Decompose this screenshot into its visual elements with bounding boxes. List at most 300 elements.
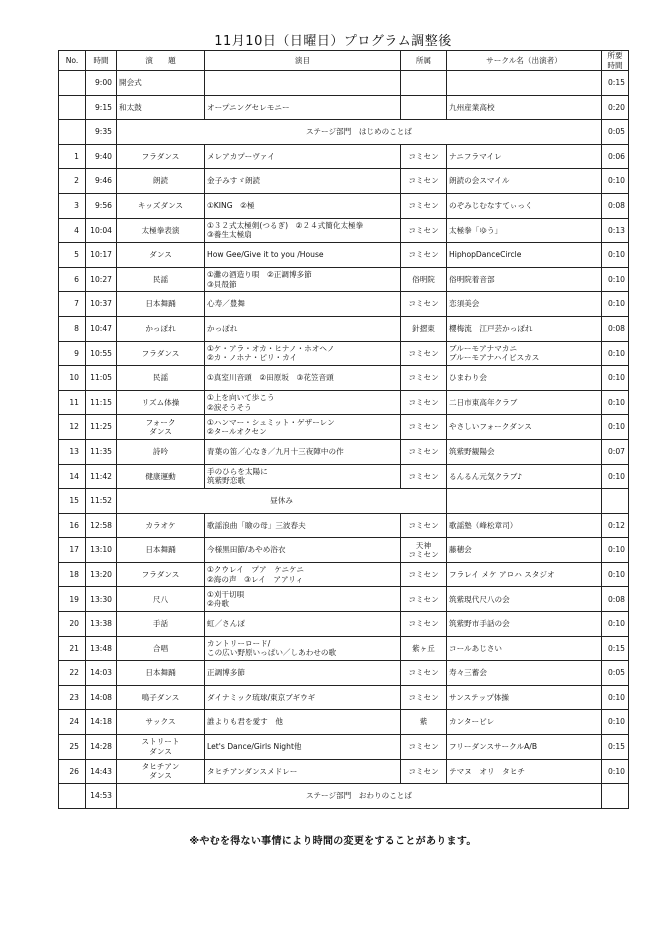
row-number-line1: 5 bbox=[74, 250, 79, 260]
row-number-line1: 10 bbox=[69, 373, 79, 383]
row-section-label bbox=[117, 489, 447, 514]
row-affiliation bbox=[401, 661, 447, 686]
row-number-line1: 20 bbox=[69, 619, 79, 629]
row-duration-line1: 0:12 bbox=[607, 520, 625, 530]
row-event-line1: フラダンス bbox=[141, 569, 180, 579]
row-circle-line1: カンタービレ bbox=[449, 717, 495, 727]
row-event bbox=[117, 538, 205, 563]
row-circle bbox=[447, 144, 602, 169]
row-event-line1: フラダンス bbox=[141, 348, 180, 358]
row-circle bbox=[602, 489, 629, 514]
table-row bbox=[59, 243, 629, 268]
row-circle-line1: 九州産業高校 bbox=[449, 102, 495, 112]
row-duration-line1: 0:10 bbox=[607, 569, 625, 579]
row-affiliation bbox=[401, 169, 447, 194]
row-duration-line1: 0:08 bbox=[607, 594, 625, 604]
row-circle bbox=[447, 316, 602, 341]
row-time-line1: 11:35 bbox=[90, 446, 112, 456]
row-affiliation bbox=[401, 243, 447, 268]
row-number bbox=[59, 292, 86, 317]
row-program-line1: ①灘の酒造り唄 ②正調博多節 bbox=[207, 270, 312, 280]
row-event-line1: 開会式 bbox=[119, 78, 142, 88]
row-time bbox=[86, 316, 117, 341]
row-duration-line1: 0:10 bbox=[607, 766, 625, 776]
header-no: No. bbox=[59, 51, 86, 71]
row-circle-line1: 藤穂会 bbox=[449, 545, 472, 555]
row-number-line1: 22 bbox=[69, 668, 79, 678]
row-time bbox=[86, 784, 117, 809]
row-duration bbox=[602, 366, 629, 391]
row-duration bbox=[602, 587, 629, 612]
row-time bbox=[86, 292, 117, 317]
row-time-line1: 13:10 bbox=[90, 545, 112, 555]
row-event-line1: 民謡 bbox=[152, 373, 169, 383]
row-affiliation bbox=[401, 71, 447, 96]
row-program-line2: ③貝殻節 bbox=[207, 279, 237, 289]
row-event-line1: 詩吟 bbox=[152, 446, 169, 456]
header-duration-line2: 時間 bbox=[607, 60, 623, 70]
row-program-line2: ②舟歌 bbox=[207, 599, 229, 609]
row-event-line1: リズム体操 bbox=[141, 397, 180, 407]
row-event-line2: ダンス bbox=[149, 746, 172, 756]
row-time-line1: 11:15 bbox=[90, 397, 112, 407]
row-circle bbox=[447, 95, 602, 120]
row-time-line1: 9:35 bbox=[94, 127, 112, 137]
row-event bbox=[117, 95, 205, 120]
header-event: 演 題 bbox=[117, 51, 205, 71]
row-affiliation-line1: コミセン bbox=[408, 225, 439, 235]
row-duration-line1: 0:10 bbox=[607, 348, 625, 358]
row-circle bbox=[447, 390, 602, 415]
row-number bbox=[59, 587, 86, 612]
row-affiliation bbox=[401, 685, 447, 710]
row-time-line1: 14:53 bbox=[90, 791, 112, 801]
row-event-line2: ダンス bbox=[149, 427, 172, 437]
row-event bbox=[117, 267, 205, 292]
row-time bbox=[86, 71, 117, 96]
table-row bbox=[59, 120, 629, 145]
row-duration-line1: 0:10 bbox=[607, 619, 625, 629]
row-number bbox=[59, 218, 86, 243]
row-program bbox=[205, 710, 401, 735]
row-duration bbox=[602, 464, 629, 489]
row-event bbox=[117, 439, 205, 464]
row-affiliation-line1: コミセン bbox=[408, 201, 439, 211]
row-event bbox=[117, 169, 205, 194]
row-number-line1: 26 bbox=[69, 766, 79, 776]
row-section-label-line1: 昼休み bbox=[270, 496, 293, 506]
row-duration bbox=[602, 292, 629, 317]
row-event bbox=[117, 636, 205, 661]
row-circle-line1: 筑紫現代尺八の会 bbox=[449, 594, 510, 604]
row-number bbox=[59, 71, 86, 96]
row-affiliation-line1: コミセン bbox=[408, 692, 439, 702]
row-duration-line1: 0:10 bbox=[607, 422, 625, 432]
row-program bbox=[205, 415, 401, 440]
row-circle bbox=[447, 341, 602, 366]
row-time bbox=[86, 390, 117, 415]
row-program-line1: オープニングセレモニー bbox=[207, 102, 290, 112]
table-row bbox=[59, 193, 629, 218]
header-time: 時間 bbox=[86, 51, 117, 71]
row-number-line1: 24 bbox=[69, 717, 79, 727]
row-event bbox=[117, 685, 205, 710]
row-event bbox=[117, 587, 205, 612]
row-circle-line1: HiphopDanceCircle bbox=[449, 250, 522, 260]
row-program bbox=[205, 267, 401, 292]
table-row bbox=[59, 735, 629, 760]
row-program bbox=[205, 735, 401, 760]
row-circle-line1: 俗明院着音部 bbox=[449, 274, 495, 284]
row-affiliation bbox=[401, 316, 447, 341]
row-event-line1: かっぽれ bbox=[145, 323, 176, 333]
row-affiliation-line1: コミセン bbox=[408, 594, 439, 604]
row-affiliation bbox=[401, 538, 447, 563]
row-program bbox=[205, 243, 401, 268]
row-event bbox=[117, 513, 205, 538]
row-duration-line1: 0:10 bbox=[607, 176, 625, 186]
row-affiliation-line1: コミセン bbox=[408, 299, 439, 309]
row-event-line1: フラダンス bbox=[141, 151, 180, 161]
row-program-line1: ①ハンマー・シュミット・ゲザーレン bbox=[207, 417, 335, 427]
row-duration bbox=[602, 390, 629, 415]
row-number-line1: 14 bbox=[69, 471, 79, 481]
row-program-line1: 歌謡浪曲「瞼の母」三波春夫 bbox=[207, 520, 306, 530]
row-number bbox=[59, 612, 86, 637]
row-program-line2: ②涙そうそう bbox=[207, 402, 252, 412]
row-affiliation-line1: コミセン bbox=[408, 446, 439, 456]
row-event bbox=[117, 316, 205, 341]
row-program bbox=[205, 685, 401, 710]
row-time bbox=[86, 562, 117, 587]
row-time bbox=[86, 513, 117, 538]
row-event-line1: 日本舞踊 bbox=[145, 545, 176, 555]
row-circle bbox=[447, 685, 602, 710]
row-affiliation-line1: コミセン bbox=[408, 619, 439, 629]
row-duration-line1: 0:20 bbox=[607, 102, 625, 112]
row-circle-line1: 寿々三蓄会 bbox=[449, 668, 487, 678]
row-event-line1: 合唱 bbox=[152, 643, 169, 653]
row-number bbox=[59, 120, 86, 145]
row-duration bbox=[602, 562, 629, 587]
table-row bbox=[59, 489, 629, 514]
row-event-line1: 太極拳表演 bbox=[141, 225, 180, 235]
row-duration bbox=[602, 71, 629, 96]
row-time bbox=[86, 612, 117, 637]
row-time bbox=[86, 538, 117, 563]
row-event bbox=[117, 390, 205, 415]
row-time-line1: 10:55 bbox=[90, 348, 112, 358]
row-duration bbox=[602, 95, 629, 120]
row-event bbox=[117, 612, 205, 637]
row-number bbox=[59, 661, 86, 686]
row-time-line1: 9:00 bbox=[94, 78, 112, 88]
row-time bbox=[86, 341, 117, 366]
row-time-line1: 10:04 bbox=[90, 225, 112, 235]
row-circle-line1: フリーダンスサークルA/B bbox=[449, 742, 538, 752]
row-time-line1: 11:25 bbox=[90, 422, 112, 432]
row-circle-line1: 筑紫野市手話の会 bbox=[449, 619, 510, 629]
row-number bbox=[59, 784, 86, 809]
row-number-line1: 21 bbox=[69, 643, 79, 653]
row-duration-line1: 0:10 bbox=[607, 373, 625, 383]
row-program-line1: 誰よりも君を愛す 他 bbox=[207, 717, 283, 727]
row-circle-line2: ブルーモアナハイビスカス bbox=[449, 353, 540, 363]
row-time-line1: 13:20 bbox=[90, 569, 112, 579]
row-number bbox=[59, 464, 86, 489]
row-circle bbox=[447, 661, 602, 686]
table-row bbox=[59, 390, 629, 415]
row-number bbox=[59, 562, 86, 587]
row-section-label bbox=[117, 120, 602, 145]
row-duration-line1: 0:05 bbox=[607, 127, 625, 137]
row-duration bbox=[602, 735, 629, 760]
row-affiliation-line1: 俗明院 bbox=[412, 274, 435, 284]
row-time-line1: 11:05 bbox=[90, 373, 112, 383]
row-duration bbox=[602, 243, 629, 268]
header-program: 演目 bbox=[205, 51, 401, 71]
page-title: 11月10日（日曜日）プログラム調整後 bbox=[214, 34, 452, 49]
row-program-line1: ①ケ・アラ・オカ・ヒナノ・ホオヘノ bbox=[207, 343, 335, 353]
row-program-line1: ①KING ②極 bbox=[207, 201, 255, 211]
row-duration bbox=[602, 267, 629, 292]
row-number bbox=[59, 636, 86, 661]
row-number-line1: 16 bbox=[69, 520, 79, 530]
row-time bbox=[86, 218, 117, 243]
row-event bbox=[117, 415, 205, 440]
row-affiliation bbox=[401, 612, 447, 637]
row-program bbox=[205, 292, 401, 317]
row-time bbox=[86, 95, 117, 120]
row-time bbox=[86, 120, 117, 145]
header-row bbox=[59, 51, 629, 71]
row-event-line1: 鳴子ダンス bbox=[141, 692, 180, 702]
row-duration bbox=[602, 316, 629, 341]
row-event bbox=[117, 218, 205, 243]
row-number-line1: 9 bbox=[74, 348, 79, 358]
row-affiliation-line1: 針摺東 bbox=[412, 323, 435, 333]
row-program-line1: 今様黒田節/あやめ浴衣 bbox=[207, 545, 286, 555]
row-circle bbox=[447, 366, 602, 391]
row-event-line1: 朗読 bbox=[152, 176, 169, 186]
row-event-line1: タヒチアン bbox=[141, 761, 180, 771]
row-number-line1: 15 bbox=[69, 496, 79, 506]
row-time-line1: 9:40 bbox=[94, 151, 112, 161]
row-program-line2: ②海の声 ③レイ アアリィ bbox=[207, 574, 304, 584]
row-program-line1: ①３２式太極剣(つるぎ) ②２４式簡化太極拳 bbox=[207, 220, 364, 230]
row-circle bbox=[447, 193, 602, 218]
row-circle bbox=[447, 735, 602, 760]
row-circle bbox=[447, 71, 602, 96]
row-circle-line1: 櫻梅流 江戸芸かっぽれ bbox=[449, 323, 533, 333]
row-number-line1: 18 bbox=[69, 569, 79, 579]
row-affiliation bbox=[401, 735, 447, 760]
table-row bbox=[59, 71, 629, 96]
table-row bbox=[59, 415, 629, 440]
row-affiliation-line1: コミセン bbox=[408, 520, 439, 530]
row-affiliation-line2: コミセン bbox=[408, 550, 439, 560]
row-event-line1: キッズダンス bbox=[137, 201, 184, 211]
row-number bbox=[59, 759, 86, 784]
row-event bbox=[117, 562, 205, 587]
row-program bbox=[205, 439, 401, 464]
row-time bbox=[86, 169, 117, 194]
row-affiliation-line1: コミセン bbox=[408, 176, 439, 186]
row-number bbox=[59, 144, 86, 169]
row-program-line1: 心寿／豊舞 bbox=[207, 299, 245, 309]
row-time bbox=[86, 685, 117, 710]
row-duration-line1: 0:15 bbox=[607, 742, 625, 752]
row-number-line1: 2 bbox=[74, 176, 79, 186]
row-program bbox=[205, 538, 401, 563]
row-number-line1: 12 bbox=[69, 422, 79, 432]
row-affiliation bbox=[401, 513, 447, 538]
row-circle-line1: ナニフラマイレ bbox=[449, 151, 502, 161]
row-duration bbox=[602, 784, 629, 809]
row-duration bbox=[602, 341, 629, 366]
row-program bbox=[205, 193, 401, 218]
row-section-label-line1: ステージ部門 はじめのことば bbox=[305, 127, 412, 137]
row-duration bbox=[602, 144, 629, 169]
row-program bbox=[205, 759, 401, 784]
row-time-line1: 14:18 bbox=[90, 717, 112, 727]
row-duration bbox=[602, 685, 629, 710]
row-number bbox=[59, 685, 86, 710]
row-circle-line1: 太極拳「ゆう」 bbox=[449, 225, 503, 235]
row-time-line1: 11:52 bbox=[90, 496, 112, 506]
row-circle bbox=[447, 562, 602, 587]
row-number-line1: 25 bbox=[69, 742, 79, 752]
header-duration-line1: 所要 bbox=[607, 51, 623, 61]
row-duration bbox=[602, 193, 629, 218]
row-program-line2: 筑紫野恋歌 bbox=[207, 476, 245, 486]
row-circle-line1: フラレイ メケ アロハ スタジオ bbox=[449, 569, 555, 579]
row-program bbox=[205, 513, 401, 538]
row-affiliation bbox=[401, 439, 447, 464]
row-time bbox=[86, 710, 117, 735]
row-circle-line1: 恋須美会 bbox=[449, 299, 480, 309]
row-duration bbox=[602, 759, 629, 784]
row-number-line1: 6 bbox=[74, 274, 79, 284]
row-duration-line1: 0:10 bbox=[607, 397, 625, 407]
table-row bbox=[59, 759, 629, 784]
row-program-line2: この広い野原いっぱい／しあわせの歌 bbox=[207, 648, 337, 658]
row-number bbox=[59, 193, 86, 218]
row-program-line1: Let's Dance/Girls Night他 bbox=[207, 742, 302, 752]
row-number bbox=[59, 243, 86, 268]
row-time bbox=[86, 661, 117, 686]
row-section-label-line1: ステージ部門 おわりのことば bbox=[305, 791, 412, 801]
row-number bbox=[59, 735, 86, 760]
row-number-line1: 11 bbox=[69, 397, 79, 407]
row-event bbox=[117, 735, 205, 760]
row-program-line1: 虹／さんぽ bbox=[207, 619, 245, 629]
row-program-line1: 青葉の笛／心なき／九月十三夜陣中の作 bbox=[207, 446, 344, 456]
row-time bbox=[86, 144, 117, 169]
row-circle-line1: ブルーモアナマカニ bbox=[449, 343, 518, 353]
row-affiliation bbox=[401, 366, 447, 391]
row-affiliation-line1: 紫ヶ丘 bbox=[412, 643, 435, 653]
row-duration-line1: 0:05 bbox=[607, 668, 625, 678]
row-time-line1: 13:38 bbox=[90, 619, 112, 629]
row-time-line1: 12:58 bbox=[90, 520, 112, 530]
row-duration bbox=[602, 636, 629, 661]
row-circle bbox=[447, 169, 602, 194]
row-duration bbox=[602, 218, 629, 243]
row-event bbox=[117, 366, 205, 391]
row-program-line1: 手のひらを太陽に bbox=[207, 466, 268, 476]
row-time-line1: 10:47 bbox=[90, 323, 112, 333]
row-affiliation-line1: コミセン bbox=[408, 250, 439, 260]
table-row bbox=[59, 144, 629, 169]
table-row bbox=[59, 685, 629, 710]
row-number bbox=[59, 390, 86, 415]
row-time-line1: 10:37 bbox=[90, 299, 112, 309]
row-circle-line1: サンステップ体操 bbox=[449, 692, 509, 702]
row-program bbox=[205, 144, 401, 169]
row-time-line1: 11:42 bbox=[90, 471, 112, 481]
row-number bbox=[59, 366, 86, 391]
row-number-line1: 1 bbox=[74, 151, 79, 161]
table-row bbox=[59, 439, 629, 464]
row-event-line1: カラオケ bbox=[145, 520, 176, 530]
row-time-line1: 9:15 bbox=[94, 102, 112, 112]
row-circle bbox=[447, 538, 602, 563]
row-event bbox=[117, 759, 205, 784]
row-time bbox=[86, 243, 117, 268]
row-program bbox=[205, 390, 401, 415]
row-number bbox=[59, 538, 86, 563]
row-number-line1: 4 bbox=[74, 225, 79, 235]
row-time bbox=[86, 735, 117, 760]
row-event-line1: ダンス bbox=[149, 250, 172, 260]
row-event-line1: 日本舞踊 bbox=[145, 668, 176, 678]
row-time bbox=[86, 415, 117, 440]
row-affiliation bbox=[401, 390, 447, 415]
program-table bbox=[58, 50, 629, 809]
row-event bbox=[117, 710, 205, 735]
table-row bbox=[59, 218, 629, 243]
notice: ※やむを得ない事情により時間の変更をすることがあります。 bbox=[189, 836, 477, 847]
row-program bbox=[205, 661, 401, 686]
row-time bbox=[86, 193, 117, 218]
row-program-line1: ①真室川音頭 ②田原坂 ③花笠音頭 bbox=[207, 373, 334, 383]
row-program-line1: 金子みすゞ朗読 bbox=[207, 176, 261, 186]
row-affiliation bbox=[401, 341, 447, 366]
row-program bbox=[205, 71, 401, 96]
row-affiliation bbox=[401, 464, 447, 489]
row-affiliation bbox=[447, 489, 602, 514]
row-duration bbox=[602, 415, 629, 440]
row-duration-line1: 0:10 bbox=[607, 299, 625, 309]
row-event-line1: サックス bbox=[145, 717, 176, 727]
row-program bbox=[205, 464, 401, 489]
row-circle bbox=[447, 759, 602, 784]
row-circle bbox=[447, 292, 602, 317]
row-time-line1: 13:48 bbox=[90, 643, 112, 653]
row-program-line1: タヒチアンダンスメドレー bbox=[207, 766, 298, 776]
row-circle bbox=[447, 218, 602, 243]
row-program-line1: カントリーロード/ bbox=[207, 638, 271, 648]
row-number-line1: 17 bbox=[69, 545, 79, 555]
row-affiliation bbox=[401, 562, 447, 587]
row-time bbox=[86, 464, 117, 489]
header-duration bbox=[602, 51, 629, 71]
row-program bbox=[205, 612, 401, 637]
table-row bbox=[59, 169, 629, 194]
table-row bbox=[59, 292, 629, 317]
row-program bbox=[205, 587, 401, 612]
